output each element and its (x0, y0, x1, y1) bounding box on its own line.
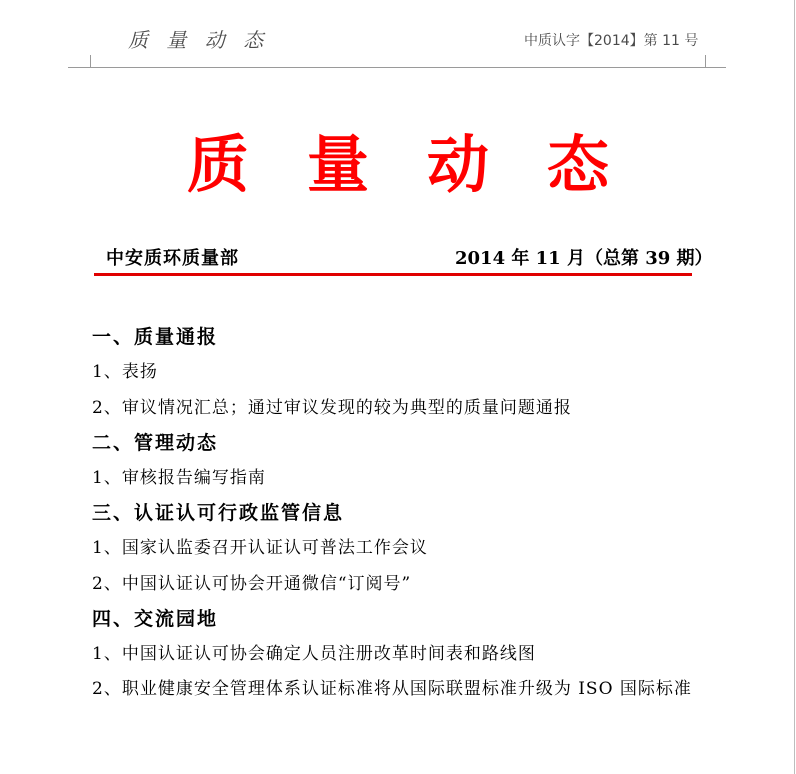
header-rule (68, 67, 726, 68)
table-of-contents (92, 320, 712, 706)
issuing-department: 中安质环质量部 (106, 248, 239, 269)
section-heading: 一、质量通报 (92, 326, 219, 348)
toc-section (92, 602, 712, 706)
masthead-title: 质量动态 (186, 128, 667, 201)
toc-item: 1、审核报告编写指南 (92, 468, 266, 488)
section-heading: 三、认证认可行政监管信息 (92, 502, 345, 524)
section-heading: 二、管理动态 (92, 432, 219, 454)
toc-section (92, 426, 712, 496)
toc-section (92, 496, 712, 602)
running-header-title: 质 量 动 态 (128, 28, 270, 52)
document-number: 中质认字【2014】第 11 号 (524, 33, 699, 49)
toc-item: 2、审议情况汇总；通过审议发现的较为典型的质量问题通报 (92, 398, 572, 418)
section-heading: 四、交流园地 (92, 608, 219, 630)
masthead-red-rule (94, 273, 692, 276)
toc-item: 1、国家认监委召开认证认可普法工作会议 (92, 538, 428, 558)
toc-item: 2、中国认证认可协会开通微信“订阅号” (92, 574, 412, 594)
toc-item: 1、中国认证认可协会确定人员注册改革时间表和路线图 (92, 644, 536, 664)
toc-section (92, 320, 712, 426)
toc-item: 1、表扬 (92, 362, 158, 382)
toc-item: 2、职业健康安全管理体系认证标准将从国际联盟标准升级为 ISO 国际标准 (92, 679, 692, 699)
issue-date: 2014 年 11 月（总第 39 期） (455, 248, 713, 269)
